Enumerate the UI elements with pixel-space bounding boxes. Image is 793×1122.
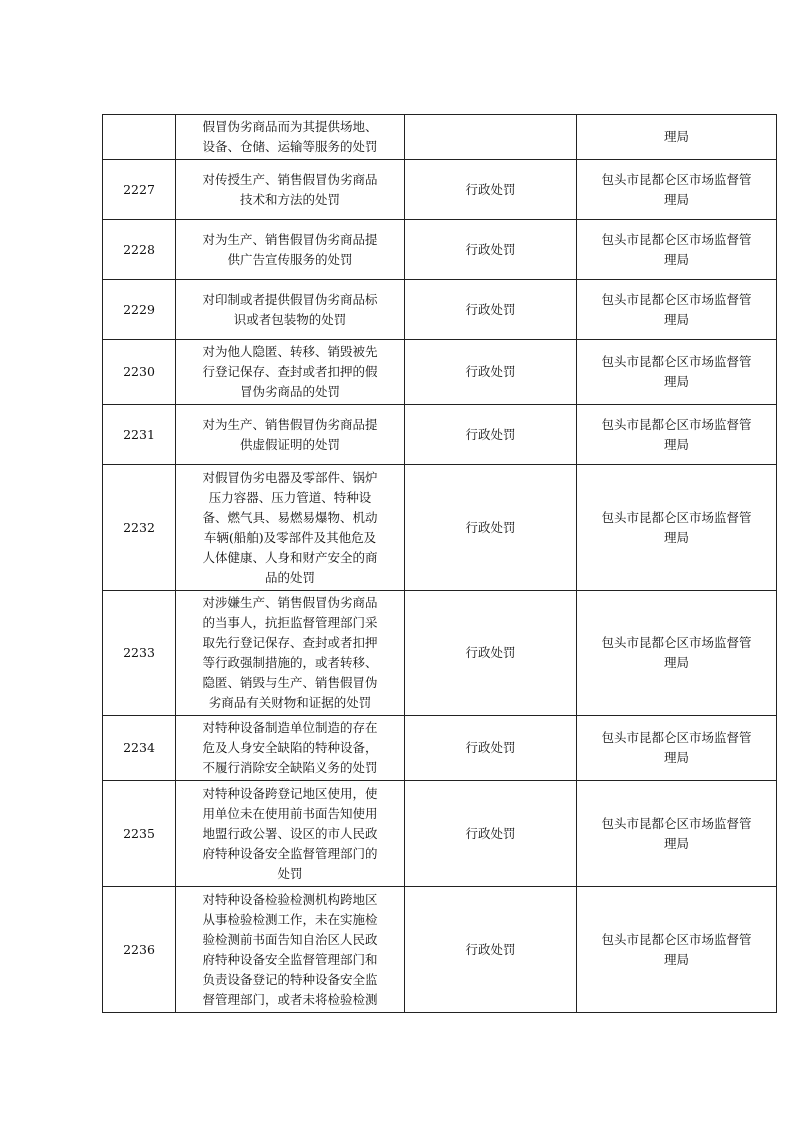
item-name-text: 对为生产、销售假冒伪劣商品提 供虚假证明的处罚 bbox=[202, 416, 378, 452]
authority-cell bbox=[577, 220, 777, 280]
table-row bbox=[103, 465, 777, 591]
authority-cell bbox=[577, 591, 777, 716]
item-type-text: 行政处罚 bbox=[465, 181, 516, 197]
item-name-cell bbox=[176, 160, 405, 220]
table-row bbox=[103, 340, 777, 405]
item-type-cell bbox=[405, 115, 577, 160]
row-number-cell bbox=[103, 887, 176, 1013]
item-name-cell bbox=[176, 887, 405, 1013]
authority-cell bbox=[577, 405, 777, 465]
item-type-cell bbox=[405, 887, 577, 1013]
row-number-text: 2227 bbox=[123, 181, 155, 197]
item-type-text: 行政处罚 bbox=[465, 645, 516, 660]
item-type-cell bbox=[405, 340, 577, 405]
item-name-text: 假冒伪劣商品而为其提供场地、 设备、仓储、运输等服务的处罚 bbox=[202, 119, 378, 154]
authority-text: 包头市昆都仑区市场监督管 理局 bbox=[601, 509, 752, 545]
item-name-text: 对特种设备制造单位制造的存在 危及人身安全缺陷的特种设备， 不履行消除安全缺陷义务的处罚 bbox=[202, 720, 378, 775]
row-number-text: 2234 bbox=[123, 740, 155, 755]
item-type-text: 行政处罚 bbox=[465, 825, 516, 841]
item-name-text: 对假冒伪劣电器及零部件、锅炉 压力容器、压力管道、特种设 备、燃气具、易燃易爆物、机动 车辆(船舶)及零部件及其他危及 人体健康、人身和财产安全的商 品的处罚 bbox=[202, 469, 378, 585]
row-number-cell bbox=[103, 405, 176, 465]
row-number-text: 2231 bbox=[123, 426, 155, 442]
authority-text: 理局 bbox=[663, 129, 689, 144]
item-type-cell bbox=[405, 405, 577, 465]
document-table bbox=[102, 114, 777, 1013]
item-name-cell bbox=[176, 220, 405, 280]
item-type-cell bbox=[405, 220, 577, 280]
item-name-cell bbox=[176, 405, 405, 465]
item-type-cell bbox=[405, 716, 577, 781]
item-name-text: 对涉嫌生产、销售假冒伪劣商品 的当事人，抗拒监督管理部门采 取先行登记保存、查封或者扣押 等行政强制措施的，或者转移、 隐匿、销毁与生产、销售假冒伪 劣商品有关财物和证据的处罚 bbox=[202, 595, 378, 710]
authority-cell bbox=[577, 160, 777, 220]
authority-cell bbox=[577, 465, 777, 591]
table-row bbox=[103, 115, 777, 160]
table-row bbox=[103, 160, 777, 220]
authority-text: 包头市昆都仑区市场监督管 理局 bbox=[601, 231, 752, 267]
item-name-cell bbox=[176, 115, 405, 160]
authority-text: 包头市昆都仑区市场监督管 理局 bbox=[601, 635, 752, 670]
authority-text: 包头市昆都仑区市场监督管 理局 bbox=[601, 730, 752, 765]
item-name-text: 对印制或者提供假冒伪劣商品标 识或者包装物的处罚 bbox=[202, 291, 378, 327]
row-number-cell bbox=[103, 465, 176, 591]
item-name-text: 对传授生产、销售假冒伪劣商品 技术和方法的处罚 bbox=[202, 171, 378, 207]
item-name-cell bbox=[176, 716, 405, 781]
table-row bbox=[103, 220, 777, 280]
row-number-text: 2236 bbox=[123, 941, 155, 957]
authority-text: 包头市昆都仑区市场监督管 理局 bbox=[601, 291, 752, 327]
item-type-text: 行政处罚 bbox=[465, 426, 516, 442]
item-name-cell bbox=[176, 340, 405, 405]
authority-text: 包头市昆都仑区市场监督管 理局 bbox=[601, 931, 752, 967]
row-number-text: 2235 bbox=[123, 825, 155, 841]
item-type-text: 行政处罚 bbox=[465, 740, 516, 755]
row-number-cell bbox=[103, 160, 176, 220]
row-number-cell bbox=[103, 220, 176, 280]
authority-text: 包头市昆都仑区市场监督管 理局 bbox=[601, 416, 752, 452]
table-body bbox=[103, 115, 777, 1013]
authority-cell bbox=[577, 340, 777, 405]
item-type-text: 行政处罚 bbox=[465, 241, 516, 257]
table-row bbox=[103, 405, 777, 465]
item-name-text: 对特种设备检验检测机构跨地区 从事检验检测工作，未在实施检 验检测前书面告知自治区人民政 府特种设备安全监督管理部门和 负责设备登记的特种设备安全监 督管理部门，或者未将检验检测 bbox=[202, 891, 378, 1007]
row-number-cell bbox=[103, 280, 176, 340]
item-name-cell bbox=[176, 591, 405, 716]
row-number-cell bbox=[103, 340, 176, 405]
authority-text: 包头市昆都仑区市场监督管 理局 bbox=[601, 354, 752, 389]
authority-cell bbox=[577, 781, 777, 887]
table-row bbox=[103, 280, 777, 340]
table-row bbox=[103, 716, 777, 781]
row-number-cell bbox=[103, 781, 176, 887]
authority-cell bbox=[577, 280, 777, 340]
row-number-cell bbox=[103, 716, 176, 781]
item-type-cell bbox=[405, 591, 577, 716]
table-row bbox=[103, 591, 777, 716]
item-type-text: 行政处罚 bbox=[465, 364, 516, 379]
authority-cell bbox=[577, 887, 777, 1013]
item-name-text: 对为他人隐匿、转移、销毁被先 行登记保存、查封或者扣押的假 冒伪劣商品的处罚 bbox=[202, 344, 378, 399]
item-type-cell bbox=[405, 781, 577, 887]
item-type-cell bbox=[405, 465, 577, 591]
item-type-text: 行政处罚 bbox=[465, 941, 516, 957]
row-number-cell bbox=[103, 115, 176, 160]
row-number-text: 2233 bbox=[123, 645, 155, 660]
item-name-text: 对为生产、销售假冒伪劣商品提 供广告宣传服务的处罚 bbox=[202, 231, 378, 267]
item-name-cell bbox=[176, 465, 405, 591]
item-name-cell bbox=[176, 280, 405, 340]
item-type-cell bbox=[405, 280, 577, 340]
row-number-cell bbox=[103, 591, 176, 716]
row-number-text: 2229 bbox=[123, 301, 155, 317]
item-type-cell bbox=[405, 160, 577, 220]
row-number-text: 2232 bbox=[123, 519, 155, 535]
row-number-text: 2228 bbox=[123, 241, 155, 257]
authority-cell bbox=[577, 115, 777, 160]
authority-text: 包头市昆都仑区市场监督管 理局 bbox=[601, 171, 752, 207]
row-number-text: 2230 bbox=[123, 364, 155, 379]
item-type-text: 行政处罚 bbox=[465, 519, 516, 535]
item-name-text: 对特种设备跨登记地区使用，使 用单位未在使用前书面告知使用 地盟行政公署、设区的市人民政 府特种设备安全监督管理部门的 处罚 bbox=[202, 785, 378, 881]
authority-text: 包头市昆都仑区市场监督管 理局 bbox=[601, 815, 752, 851]
item-type-text: 行政处罚 bbox=[465, 301, 516, 317]
table-row bbox=[103, 887, 777, 1013]
table-row bbox=[103, 781, 777, 887]
authority-cell bbox=[577, 716, 777, 781]
item-name-cell bbox=[176, 781, 405, 887]
